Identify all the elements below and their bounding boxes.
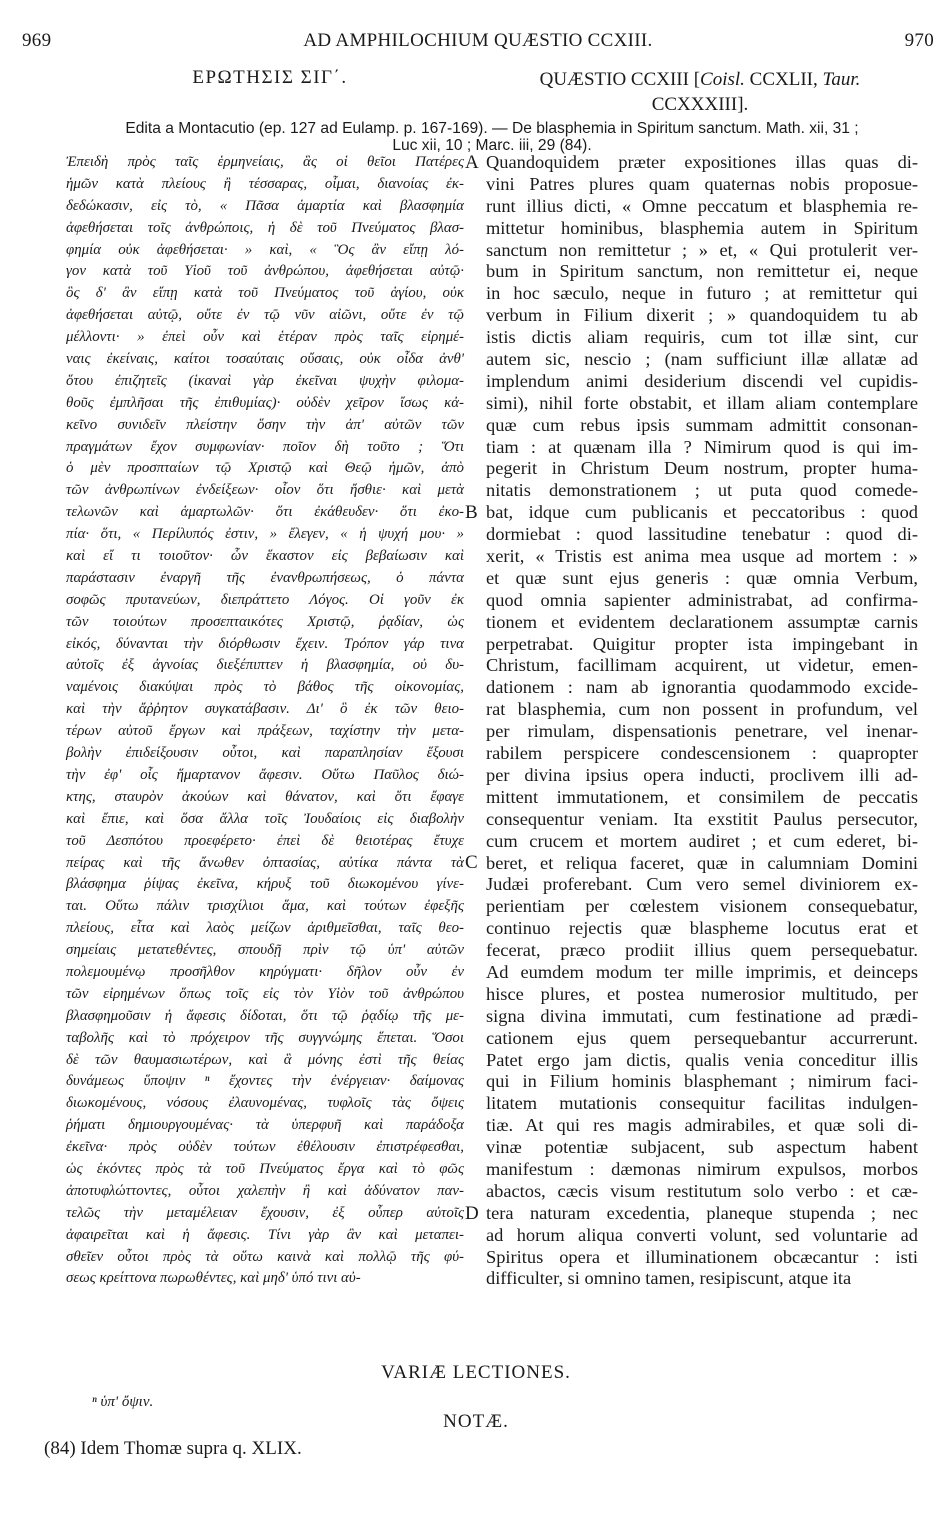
greek-text-line: τελωνῶν καὶ ἁμαρτωλῶν· ὅτι ἐκάθευδεν· ὅτι ἐκο-: [66, 504, 464, 521]
greek-text-line: ὁ μὲν προσπταίων τῷ Χριστῷ καὶ Θεῷ ἡμῶν, ἀπὸ: [66, 460, 464, 477]
latin-text-line: in hoc sæculo, neque in futuro ; at remittetur qui: [486, 283, 918, 304]
variae-lectiones-heading: VARIÆ LECTIONES.: [381, 1362, 571, 1383]
latin-text-line: consequentur veniam. Ita exstitit Paulus persecutor,: [486, 808, 918, 829]
running-head: [22, 30, 934, 58]
edition-note-line1: Edita a Montacutio (ep. 127 ad Eulamp. p. 167-169). — De blasphemia in Spiritum sanctum. Math. xii, 31 ;: [125, 120, 859, 137]
greek-text-line: ἀποτυφλώττοντες, οὗτοι χαλεπὴν ἢ καὶ ἀδύνατον παν-: [66, 1182, 464, 1199]
latin-text-line: Spiritus opera et illuminationem obcæcantur : isti: [486, 1246, 918, 1267]
page-number-right: 970: [904, 30, 934, 51]
latin-text-line: tiæ. At qui res magis admirabiles, et quæ soli di-: [486, 1115, 918, 1136]
latin-text-line: fecerat, præco prodiit illius quem persequebatur.: [486, 940, 918, 961]
greek-text-line: ναις ἐκείναις, καίτοι τοσαύταις οὔσαις, οὐκ οἶδα ἀνθ': [66, 351, 464, 368]
greek-text-line: τῶν τοιούτων προσεπταικότες Χριστῷ, ῥᾳδίαν, ὡς: [66, 613, 464, 630]
greek-text-line: δυνάμεως ὕποψιν ⁿ ἔχοντες τὴν ἐνέργειαν· δαίμονας: [66, 1073, 464, 1090]
latin-text-line: simi), nihil forte obstabit, et illam aliam contemplare: [486, 392, 918, 413]
latin-text-line: pegerit in Christum Deum nostrum, propter huma-: [486, 458, 918, 479]
latin-text-line: litatem mutationis consequitur facilitas indulgen-: [486, 1093, 918, 1114]
greek-text-line: κτης, σταυρὸν ἀκούων καὶ θάνατον, καὶ ὅτι ἔφαγε: [66, 788, 464, 805]
greek-text-line: καὶ εἴ τι τοιοῦτον· ὧν ἕκαστον εἰς βεβαίωσιν καὶ: [66, 548, 464, 565]
greek-text-line: μέλλοντι· » ἐπεὶ οὖν καὶ ἑτέραν πρὸς ταῖς εἰρημέ-: [66, 329, 464, 346]
latin-title-line2: CCXXXIII].: [651, 94, 749, 115]
latin-text-line: verbum in Filium dixerit ; » quandoquidem tu ab: [486, 305, 918, 326]
page-number-left: 969: [22, 30, 52, 51]
greek-question-title: ΕΡΩΤΗΣΙΣ ΣΙΓ΄.: [192, 67, 348, 88]
latin-text-line: quod omnia sapienter administrabat, ad confirma-: [486, 589, 918, 610]
greek-text-line: σεως κρείττονα πωρωθέντες, καὶ μηδ' ὑπό τινι αὐ-: [66, 1270, 361, 1287]
latin-text-line: abactos, cæcis visum restitutum solo verbo : et cæ-: [486, 1180, 918, 1201]
latin-text-line: manifestum : dæmonas nimirum expulsos, morbos: [486, 1158, 918, 1179]
latin-text-line: quæ cum rebus ipsis summam admittit consonan-: [486, 414, 918, 435]
greek-text-line: θοῦς ἐμπλῆσαι τῆς ἐπιθυμίας)· οὐδὲν χεῖρον ἴσως κἀ-: [66, 394, 464, 411]
latin-text-line: perientiam per cœlestem visionem consequebatur,: [486, 896, 918, 917]
edition-note-line2: Luc xii, 10 ; Marc. iii, 29 (84).: [392, 137, 592, 154]
greek-text-line: τῶν εἰρημένων ὅπως τοῖς εἰς τὸν Υἱὸν τοῦ ἀνθρώπου: [66, 985, 464, 1002]
margin-marker-d: D: [465, 1203, 479, 1224]
greek-text-line: πία· ὅτι, « Περίλυπός ἐστιν, » ἔλεγεν, « ἡ ψυχή μου· »: [66, 526, 464, 543]
greek-text-line: καὶ τὴν ἄῤῥητον συγκατάβασιν. Δι' ὃ ἐκ τῶν θειο-: [66, 701, 464, 718]
latin-title-mid: CCXLII,: [744, 69, 823, 90]
greek-text-column: [66, 152, 464, 1290]
latin-text-line: Quandoquidem præter expositiones illas quas di-: [486, 152, 918, 172]
greek-text-line: πείρας καὶ τῆς ἄνωθεν ὀπτασίας, αὐτίκα πάντα τὰ: [66, 854, 464, 871]
latin-text-line: Patet ergo jam dictis, qualis venia conceditur illis: [486, 1049, 918, 1070]
latin-text-line: dormiebat : quod lassitudine tenebatur : quod di-: [486, 524, 918, 545]
latin-text-line: continuo rejectis quæ blaspheme locutus erat et: [486, 918, 918, 939]
latin-text-line: perpetrabat. Quigitur propter ista impingebant in: [486, 633, 918, 654]
latin-text-line: qui in Filium hominis blasphemant ; nimirum faci-: [486, 1071, 918, 1092]
edition-note: [50, 120, 934, 154]
latin-text-line: difficulter, si omnino tamen, resipiscunt, atque ita: [486, 1268, 852, 1289]
latin-title-taur: Taur.: [822, 69, 861, 90]
greek-text-line: ἐκεῖνα· πρὸς οὐδὲν τούτων ἐθέλουσιν ἐπιστρέφεσθαι,: [66, 1139, 464, 1156]
latin-text-line: istis dictis aliam requiris, cum tot illæ sint, cur: [486, 327, 918, 348]
greek-text-line: σοφῶς πρυτανεύων, διεπράττετο Λόγος. Οἱ γοῦν ἐκ: [66, 591, 464, 608]
latin-text-line: tera naturam excedentia, planeque stupenda ; nec: [486, 1202, 918, 1223]
latin-title-prefix: QUÆSTIO CCXIII [: [539, 69, 701, 90]
greek-text-line: τοῦ Δεσπότου προεφέρετο· ἐπεὶ δὲ θειοτέρας ἔτυχε: [66, 832, 464, 849]
latin-text-line: runt illius dicti, « Omne peccatum et blasphemia re-: [486, 195, 918, 216]
greek-text-line: τελῶς τὴν μεταμέλειαν ἔχουσιν, ἐξ οὗπερ αὐτοῖς: [66, 1204, 464, 1221]
greek-text-line: ὡς ἑκόντες πρὸς τὰ τοῦ Πνεύματος ἔργα καὶ τὸ φῶς: [66, 1160, 464, 1177]
greek-text-line: βολὴν ἐπιδείξουσιν οὗτοι, καὶ παραπλησίαν ἕξουσι: [66, 745, 464, 762]
variant-reading: ⁿ ὑπ' ὄψιν.: [92, 1394, 154, 1410]
latin-text-line: beret, et reliqua faceret, quæ in calumniam Domini: [486, 852, 918, 873]
latin-text-line: nitatis demonstrationem ; ut puta quod comede-: [486, 480, 918, 501]
latin-text-line: per rimulam, dispensationis penetrare, vel inenar-: [486, 721, 918, 742]
margin-marker-c: C: [465, 852, 478, 873]
latin-text-line: signa divina immutati, cum festinatione ad prædi-: [486, 1005, 918, 1026]
greek-text-line: τὴν ἐφ' οἷς ἥμαρτανον ἄφεσιν. Οὕτω Παῦλος διώ-: [66, 766, 464, 783]
latin-text-line: tiam : at quænam illa ? Nimirum quod is qui im-: [486, 436, 918, 457]
latin-text-line: per divina ipsius opera inducti, proclivem illi ad-: [486, 764, 918, 785]
latin-text-line: cationem ejus quem persequebantur accurrerunt.: [486, 1027, 918, 1048]
greek-text-line: ὅτου ἐπιζητεῖς (ἱκαναὶ γὰρ ἐκεῖναι ψυχὴν φιλομα-: [66, 372, 464, 389]
margin-marker-b: B: [465, 502, 478, 523]
greek-text-line: διωκομένους, νόσους ἐλαυνομένας, τυφλοῖς τὰς ὄψεις: [66, 1095, 464, 1112]
greek-text-line: αὐτοῖς ἐξ ἀγνοίας διεξέπιπτεν ἡ βλασφημία, οὐ δυ-: [66, 657, 464, 674]
latin-text-line: mittetur hominibus, blasphemia autem in Spiritum: [486, 217, 918, 238]
latin-text-line: vinæ potentiæ subjacent, sub aspectum habent: [486, 1137, 918, 1158]
greek-text-line: εἰκός, δύνανται τὴν διόρθωσιν ἔχειν. Τρόπον γάρ τινα: [66, 635, 464, 652]
margin-marker-a: A: [465, 152, 479, 173]
latin-text-column: [486, 152, 918, 1290]
greek-text-line: βλασφημοῦσιν ἡ ἄφεσις δίδοται, ὅτι τῷ ῥᾳδίῳ τῆς με-: [66, 1007, 464, 1024]
greek-text-line: πολεμουμένῳ προσῆλθον κηρύγματι· δῆλον οὖν ἐν: [66, 963, 464, 980]
latin-text-line: et quæ sunt ejus generis : quæ omnia Verbum,: [486, 567, 918, 588]
greek-text-line: τῶν ἀνθρωπίνων ἐνδείξεων· οἷον ὅτι ἤσθιε· καὶ μετὰ: [66, 482, 464, 499]
greek-text-line: σημείαις μετατεθέντες, σπουδῇ πρὶν τῷ ὑπ' αὐτῶν: [66, 942, 464, 959]
notae-heading: NOTÆ.: [443, 1411, 509, 1432]
greek-text-line: ταβολῆς καὶ τὸ πρόχειρον τῆς συγγνώμης ἕπεται. Ὅσοι: [66, 1029, 464, 1046]
greek-text-line: πραγμάτων ἔχον συμφωνίαν· ποῖον δὴ τοῦτο ; Ὅτι: [66, 438, 464, 455]
latin-text-line: vini Patres plures quam quaternas nobis proposue-: [486, 173, 918, 194]
latin-title-coisl: Coisl.: [700, 69, 745, 90]
latin-text-line: dationem : nam ab ignorantia quodammodo excide-: [486, 677, 918, 698]
latin-text-line: sanctum non remittetur ; » et, « Qui protulerit ver-: [486, 239, 918, 260]
greek-text-line: ἡμῶν κατὰ πλείους ἢ τέσσαρας, οἶμαι, διανοίας ἐκ-: [66, 175, 464, 192]
greek-text-line: παράστασιν ἐναργῆ τῆς ἐνανθρωπήσεως, ὁ πάντα: [66, 569, 464, 586]
latin-text-line: rat blasphemia, cum non possent in profundum, vel: [486, 699, 918, 720]
latin-text-line: rabilem perspicere condescensionem : quapropter: [486, 743, 918, 764]
greek-text-line: ὃς δ' ἂν εἴπῃ κατὰ τοῦ Πνεύματος τοῦ ἁγίου, οὐκ: [66, 285, 464, 302]
greek-text-line: ῥήματι δημιουργουμένας· τὰ ὑπερφυῆ καὶ παράδοξα: [66, 1117, 464, 1134]
latin-text-line: cum crucem et mortem audiret ; et cum ederet, bi-: [486, 830, 918, 851]
latin-text-line: tionem et evidentem declarationem assumptæ carnis: [486, 611, 918, 632]
latin-text-line: mittent immutationem, et consimilem de peccatis: [486, 786, 918, 807]
greek-text-line: ἀφαιρεῖται καὶ ἡ ἄφεσις. Τίνι γὰρ ἂν καὶ μεταπει-: [66, 1226, 464, 1243]
greek-text-line: βλάσφημα ῥίψας ἐκεῖνα, κήρυξ τοῦ διωκομένου γίνε-: [66, 876, 464, 893]
greek-text-line: Ἐπειδὴ πρὸς ταῖς ἑρμηνείαις, ἃς οἱ θεῖοι Πατέρες: [66, 154, 464, 170]
latin-text-line: Ad eumdem modum ter mille imprimis, et deinceps: [486, 961, 918, 982]
latin-text-line: autem sic, nescio ; (nam sufficiunt illæ allatæ ad: [486, 349, 918, 370]
greek-text-line: φημία οὐκ ἀφεθήσεται· » καὶ, « Ὃς ἂν εἴπῃ λό-: [66, 241, 464, 258]
latin-text-line: ad horum aliqua converti volunt, sed voluntarie ad: [486, 1224, 918, 1245]
greek-text-line: καὶ ἔπιε, καὶ ὅσα ἄλλα τοῖς Ἰουδαίοις εἰς διαβολὴν: [66, 810, 464, 827]
greek-text-line: δὲ τῶν θαυμασιωτέρων, καὶ ἃ μόνης ἐστὶ τῆς θείας: [66, 1051, 464, 1068]
latin-text-line: hisce plures, et postea numerosior multitudo, per: [486, 983, 918, 1004]
greek-text-line: γον κατὰ τοῦ Υἱοῦ τοῦ ἀνθρώπου, ἀφεθήσεται αὐτῷ·: [66, 263, 464, 280]
greek-text-line: ἀφεθήσεται τοῖς ἀνθρώποις, ἡ δὲ τοῦ Πνεύματος βλασ-: [66, 219, 464, 236]
greek-text-line: τέρων αὐτοῦ ἔργων καὶ πράξεων, ταχίστην τὴν μετα-: [66, 723, 464, 740]
greek-text-line: δεδώκασιν, εἰς τὸ, « Πᾶσα ἁμαρτία καὶ βλασφημία: [66, 197, 464, 214]
latin-text-line: Christum, facillimam acquirent, ut videtur, emen-: [486, 655, 918, 676]
latin-text-line: Judæi proferebant. Cum vero semel diviniorem ex-: [486, 874, 918, 895]
greek-text-line: ναμένοις διακύψαι πρὸς τὸ βάθος τῆς οἰκονομίας,: [66, 679, 464, 696]
latin-text-line: xerit, « Tristis est anima mea usque ad mortem : »: [486, 546, 918, 567]
latin-question-title: [485, 67, 915, 117]
footnote-84: (84) Idem Thomæ supra q. XLIX.: [44, 1438, 302, 1459]
greek-text-line: σθεῖεν οὗτοι πρὸς τὰ οὕτω καινὰ καὶ πολλῷ τῆς φύ-: [66, 1248, 464, 1265]
greek-text-line: ἀφεθήσεται αὐτῷ, οὔτε ἐν τῷ νῦν αἰῶνι, οὔτε ἐν τῷ: [66, 307, 464, 324]
greek-text-line: ται. Οὕτω πάλιν τρισχίλιοι ἅμα, καὶ τούτων ἐφεξῆς: [66, 898, 464, 915]
running-title: AD AMPHILOCHIUM QUÆSTIO CCXIII.: [303, 30, 653, 51]
latin-text-line: bat, idque cum publicanis et peccatoribus : quod: [486, 502, 918, 523]
latin-text-line: implendum animi desiderium discendi vel cupidis-: [486, 370, 918, 391]
latin-text-line: bum in Spiritum sanctum, non remittetur ei, neque: [486, 261, 918, 282]
greek-text-line: πλείους, εἶτα καὶ λαὸς μείζων ἀριθμεῖσθαι, ταῖς θεο-: [66, 920, 464, 937]
greek-text-line: κεῖνο συνιδεῖν πλείστην ὅσην τὴν ἀπ' αὐτῶν τῶν: [66, 416, 464, 433]
